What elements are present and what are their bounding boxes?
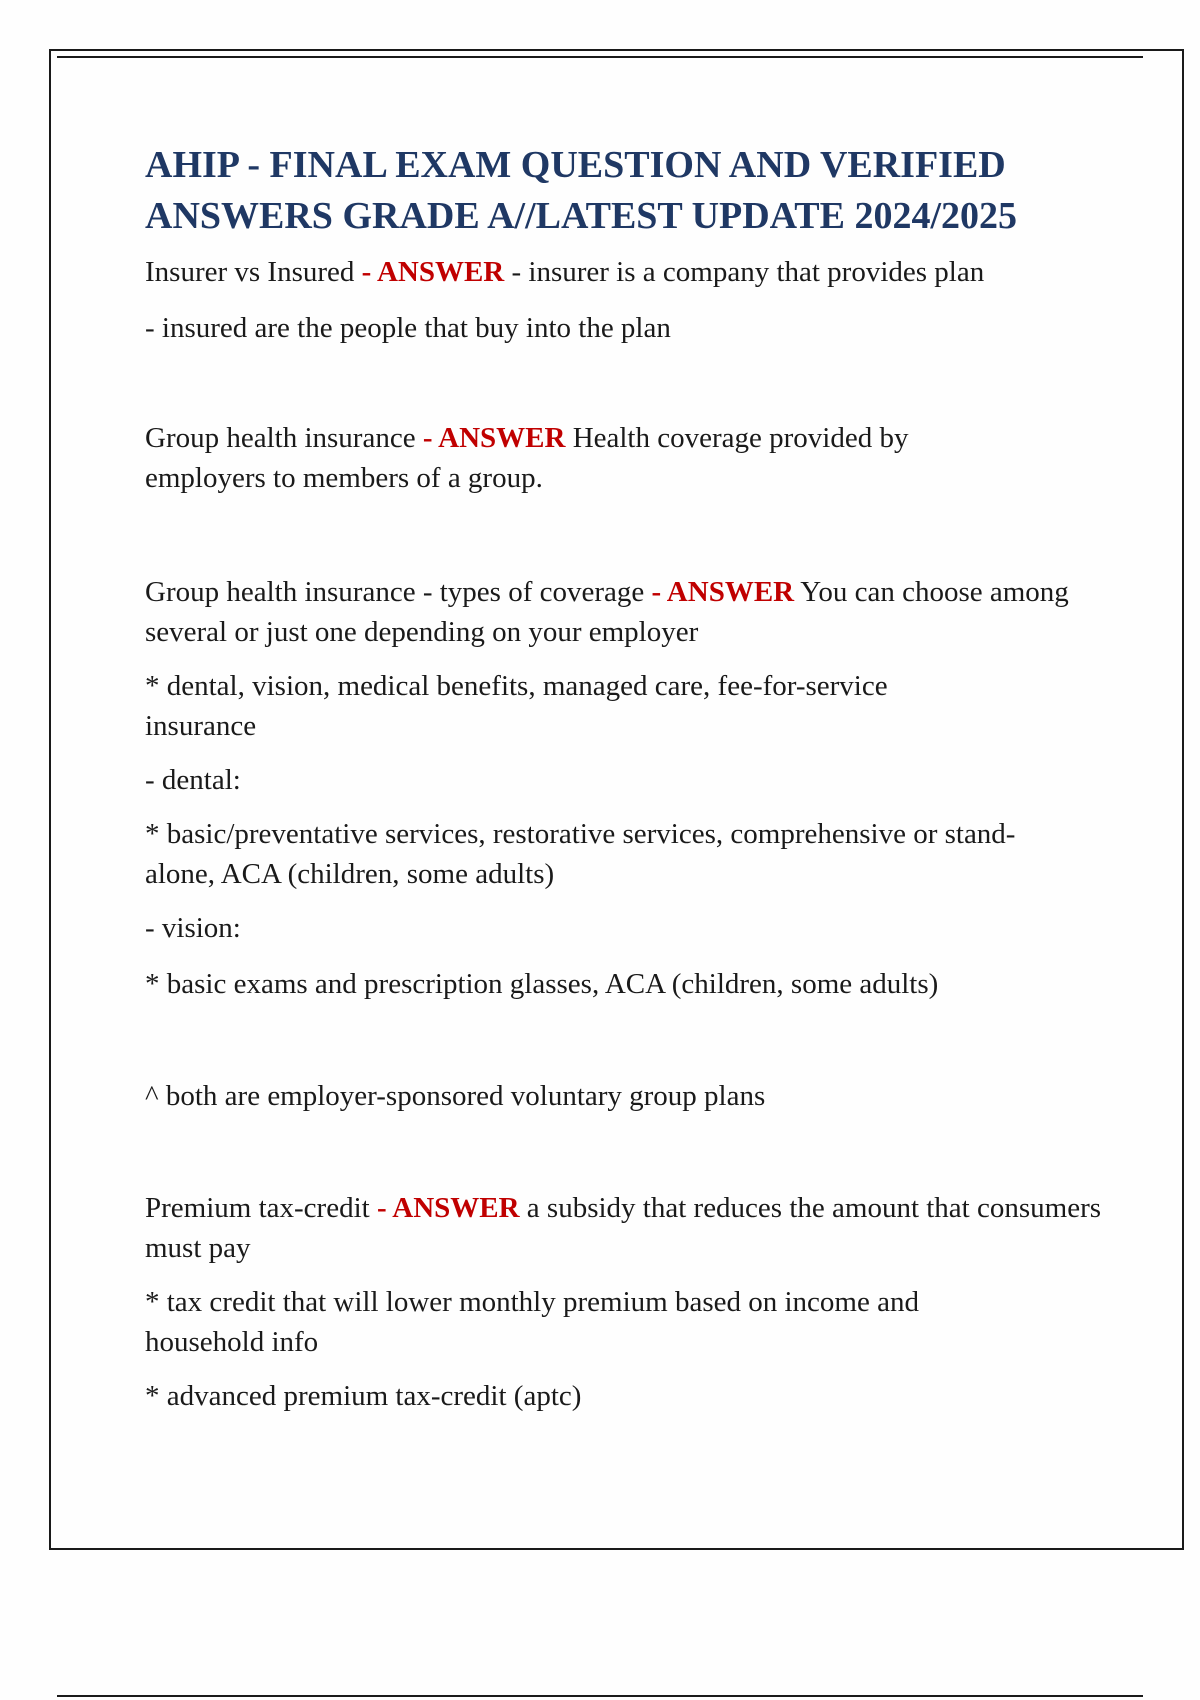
term: Group health insurance - types of coverage xyxy=(145,576,652,608)
top-rule xyxy=(57,56,1143,58)
detail-line: * dental, vision, medical benefits, managed care, fee-for-service insurance xyxy=(145,670,888,742)
term: Premium tax-credit xyxy=(145,1192,377,1224)
answer-text: Health coverage provided by employers to members of a group. xyxy=(145,422,909,494)
document-content xyxy=(145,140,1105,1416)
detail-line: - vision: xyxy=(145,912,241,944)
answer-label: - ANSWER xyxy=(422,422,566,454)
qa-premium-tax-credit xyxy=(145,1188,1105,1268)
detail-line: * tax credit that will lower monthly premium based on income and household info xyxy=(145,1286,919,1358)
detail-line: * basic exams and prescription glasses, ACA (children, some adults) xyxy=(145,968,939,1000)
term: Insurer vs Insured xyxy=(145,256,362,288)
answer-text: - insurer is a company that provides plan xyxy=(504,256,985,288)
answer-text: a subsidy that reduces the amount that consumers must pay xyxy=(145,1192,1102,1264)
document-title xyxy=(145,140,1105,242)
title-line-1: AHIP - FINAL EXAM QUESTION AND VERIFIED xyxy=(145,144,1006,186)
answer-label: - ANSWER xyxy=(361,256,505,288)
detail-line: - dental: xyxy=(145,764,241,796)
answer-text: You can choose among several or just one depending on your employer xyxy=(145,576,1069,648)
term: Group health insurance xyxy=(145,422,423,454)
answer-label: - ANSWER xyxy=(376,1192,520,1224)
detail-line: * advanced premium tax-credit (aptc) xyxy=(145,1380,582,1412)
qa-group-health-coverage-types xyxy=(145,572,1105,652)
detail-line: * basic/preventative services, restorative services, comprehensive or stand-alone, ACA (children, some adults) xyxy=(145,818,1016,890)
title-line-2: ANSWERS GRADE A//LATEST UPDATE 2024/2025 xyxy=(145,195,1018,237)
note-line: ^ both are employer-sponsored voluntary group plans xyxy=(145,1080,766,1112)
qa-group-health-insurance xyxy=(145,418,1005,498)
qa-insurer-vs-insured xyxy=(145,252,1105,292)
answer-label: - ANSWER xyxy=(651,576,795,608)
bottom-rule xyxy=(57,1695,1143,1697)
detail-line: - insured are the people that buy into the plan xyxy=(145,312,671,344)
